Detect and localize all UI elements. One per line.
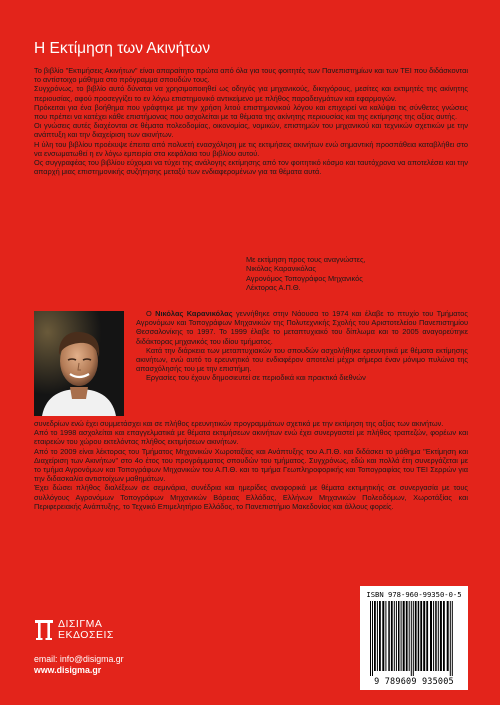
barcode-bar xyxy=(403,601,405,671)
publisher-subtitle: ΕΚΔΟΣΕΙΣ xyxy=(58,629,114,641)
intro-paragraph: Το βιβλίο "Εκτιμήσεις Ακινήτων" είναι απαραίτητο πρώτα από όλα για τους φοιτητές των Πανεπιστημίων και των ΤΕΙ που διδάσκονται το αντίστοιχο μάθημα στο πρόγραμμα σπουδών τους. xyxy=(34,66,468,85)
barcode-bar xyxy=(438,601,439,671)
intro-paragraph: Συγχρόνως, το βιβλίο αυτό δύναται να χρησιμοποιηθεί ως οδηγός για μηχανικούς, δικηγόρους, μεσίτες και εκτιμητές της ακίνητης περιουσίας, αφού προσεγγίζει το εν λόγω επιστημονικό αντικείμενο με πλήθος παραδειγμάτων και εφαρμογών. xyxy=(34,84,468,103)
barcode-bar xyxy=(423,601,425,671)
bio-paragraph: Έχει δώσει πλήθος διαλέξεων σε σεμινάρια, συνέδρια και ημερίδες αναφορικά με θέματα εκτιμητικής σε συνεργασία με τους συλλόγους Αγρονόμων Τοπογράφων Μηχανικών Βόρειας Ελλάδας, Ελλήνων Μηχανικών Πολεοδόμων, Χωροτάξίας και Περιφερειακής Ανάπτυξης, το Τεχνικό Επιμελητήριο Ελλάδος, το Πανεπιστήμιο Μακεδονίας και άλλους φορείς. xyxy=(34,483,468,511)
intro-text xyxy=(34,66,468,176)
barcode-bar xyxy=(443,601,445,671)
barcode-bar xyxy=(398,601,400,671)
signature-position: Λέκτορας Α.Π.Θ. xyxy=(246,283,301,293)
bio-paragraph xyxy=(136,309,468,346)
signature-greeting: Με εκτίμηση προς τους αναγνώστες, xyxy=(246,255,366,264)
author-photo-graphic xyxy=(34,311,124,416)
barcode-bar xyxy=(418,601,420,671)
barcode-bars xyxy=(368,601,460,676)
barcode-bar xyxy=(388,601,390,671)
bio-text: γεννήθηκε στην Νάουσα το 1974 και έλαβε το πτυχίο του Τμήματος Αγρονόμων και Τοπογράφων Μηχανικών της Πολυτεχνικής Σχολής του Αριστοτελείου Πανεπιστημίου Θεσσαλονίκης το 1997. Το 1999 έλαβε το μεταπτυχιακό του δίπλωμα και το 2005 αναγορεύτηκε διδάκτορας μηχανικός του ιδίου τμήματος. xyxy=(136,309,468,346)
barcode-bar xyxy=(452,601,453,676)
intro-paragraph: Πρόκειται για ένα βοήθημα που γράφτηκε με την χρήση λιτού επιστημονικού λόγου και επιχειρεί να καλύψει τις σύνθετες γνώσεις που πρέπει να κατέχει κάθε επιστήμονας που ασχολείται με τα θέματα της ακίνητης περιουσίας και της εκτίμησης της αξίας αυτής. xyxy=(34,102,468,122)
bio-intro xyxy=(136,309,468,383)
intro-paragraph: Ος συγγραφέας του βιβλίου εύχομαι να τύχει της ανάλογης εκτίμησης από τον φοιτητικό κόσμο και ταυτόχρονα να αποτελέσει και την απαρχή μιας επιστημονικής συζήτησης μεταξύ των ενδιαφερομένων για τα θέματα αυτά. xyxy=(34,158,468,177)
barcode-bar xyxy=(391,601,393,671)
barcode-bar xyxy=(370,601,371,676)
barcode-digits: 9 789609 935005 xyxy=(374,677,454,687)
author-name: Νικόλας Καρανικόλας xyxy=(155,309,233,318)
intro-paragraph: Οι γνώσεις αυτές διαχέονται σε θέματα πολεοδομίας, οικονομίας, νομικών, επιστημών του μηχανικού και τεχνικών σχετικών με την ανάπτυξη και την διαχείριση των ακινήτων. xyxy=(34,121,468,140)
publisher-email[interactable]: email: info@disigma.gr xyxy=(34,654,124,664)
publisher-website[interactable]: www.disigma.gr xyxy=(34,665,102,675)
intro-paragraph: Η ύλη του βιβλίου προέκυψε έπειτα από πολυετή ενασχόληση με τις εκτιμήσεις ακινήτων ενώ σημαντική προσπάθεια καταβλήθει στο να ενσωματωθεί η εν λόγω εμπειρία στα κεφάλαια του βιβλίου αυτού. xyxy=(34,139,468,158)
page-title: Η Εκτίμηση των Ακινήτων xyxy=(34,40,211,57)
isbn-label: ISBN 978-960-99350-0-5 xyxy=(366,590,462,599)
barcode-bar xyxy=(382,601,384,671)
barcode-bar xyxy=(396,601,397,671)
barcode-bar xyxy=(377,601,378,671)
publisher-contact xyxy=(34,654,124,676)
bio-paragraph: συνεδρίων ενώ έχει συμμετάσχει και σε πλήθος ερευνητικών προγραμμάτων σχετικά με την εκτίμηση της αξίας των ακινήτων. xyxy=(34,419,444,428)
disigma-logo-icon xyxy=(34,619,54,641)
barcode-bar xyxy=(447,601,449,671)
barcode-bar xyxy=(394,601,395,671)
bio-continued xyxy=(34,419,468,511)
bio-paragraph: Από το 2009 είναι λέκτορας του Τμήματος Μηχανικών Χωροταξίας και Ανάπτυξης του Α.Π.Θ. και διδάσκει το μάθημα "Εκτίμηση και Διαχείριση των Ακινήτων" στο 4ο έτος του προγράμματος σπουδών του τμήματος. Συγχρόνως, εδώ και πολλά έτη συνεργάζεται με το τμήμα Αγρονόμων και Τοπογράφων Μηχανικών του Α.Π.Θ. και το τμήμα Γεωπληροφορικής και Τοπογραφίας του ΤΕΙ Σερρών για την διδασκαλία αντιστοίχων μαθημάτων. xyxy=(34,446,468,484)
barcode-bar xyxy=(450,601,451,676)
barcode-bar xyxy=(440,601,442,671)
bio-paragraph: Κατά την διάρκεια των μεταπτυχιακών του σπουδών ασχολήθηκε ερευνητικά με θέματα εκτίμησης ακινήτων, ενώ αυτό το ερευνητικό του ενδιαφέρον αποτελεί μέχρι σήμερα έναν μόνιμο πυλώνα της απασχόλησής του με την επιστήμη. xyxy=(136,345,468,374)
barcode-bar xyxy=(433,601,434,671)
signature-block xyxy=(246,255,366,293)
signature-name: Νικόλας Καρανικόλας xyxy=(246,264,316,274)
signature-profession: Αγρονόμος Τοπογράφος Μηχανικός xyxy=(246,273,363,283)
barcode-bar xyxy=(413,601,414,676)
barcode-bar xyxy=(379,601,381,671)
bio-paragraph: Από το 1998 ασχολείται και επαγγελματικά με θέματα εκτιμήσεων ακινήτων ενώ έχει συνεργαστεί με πλήθος τραπεζών, φορέων και εταιρειών του χώρου εκτελόντας πλήθος εκτιμήσεων ακινήτων. xyxy=(34,428,468,447)
publisher-name: ΔΙΣΙΓΜΑ xyxy=(58,618,103,630)
barcode-bar xyxy=(411,601,412,676)
barcode-bar xyxy=(415,601,417,671)
barcode-bar xyxy=(401,601,402,671)
barcode-bar xyxy=(374,601,376,671)
bio-paragraph: Εργασίες του έχουν δημοσιευτεί σε περιοδικά και πρακτικά διεθνών xyxy=(146,373,366,383)
barcode-bar xyxy=(372,601,373,676)
barcode-panel xyxy=(360,586,468,690)
author-photo xyxy=(34,311,124,416)
barcode-bar xyxy=(426,601,428,671)
bio-prefix: Ο xyxy=(146,309,156,318)
barcode-bar xyxy=(406,601,408,671)
barcode-bar xyxy=(409,601,410,671)
barcode-bar xyxy=(435,601,437,671)
barcode-bar xyxy=(430,601,432,671)
barcode-bar xyxy=(385,601,386,671)
barcode-bar xyxy=(420,601,422,671)
